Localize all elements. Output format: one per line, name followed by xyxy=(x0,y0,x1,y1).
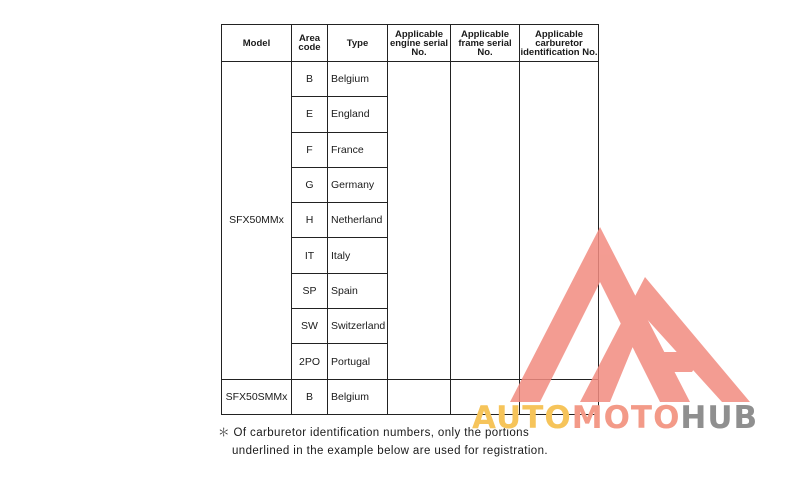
type-cell: France xyxy=(328,132,388,167)
asterisk-icon: ＊ xyxy=(218,427,230,439)
area-code-cell: H xyxy=(292,203,328,238)
header-model: Model xyxy=(222,25,292,62)
type-cell: Netherland xyxy=(328,203,388,238)
model-cell: SFX50SMMx xyxy=(222,379,292,414)
type-cell: Belgium xyxy=(328,62,388,97)
type-cell: Germany xyxy=(328,167,388,202)
type-cell: Belgium xyxy=(328,379,388,414)
type-cell: Spain xyxy=(328,273,388,308)
type-cell: Portugal xyxy=(328,344,388,379)
footnote-line-2: underlined in the example below are used for registration. xyxy=(232,445,548,457)
area-code-cell: SP xyxy=(292,273,328,308)
area-code-cell: B xyxy=(292,379,328,414)
header-carburetor-id: Applicable carburetor identification No. xyxy=(520,25,599,62)
area-code-cell: B xyxy=(292,62,328,97)
engine-serial-cell xyxy=(388,379,451,414)
watermark-auto: AUTO xyxy=(472,400,572,436)
area-code-cell: G xyxy=(292,167,328,202)
watermark-hub: HUB xyxy=(680,400,759,436)
header-engine-serial: Applicable engine serial No. xyxy=(388,25,451,62)
header-area-code: Area code xyxy=(292,25,328,62)
watermark-moto: MOTO xyxy=(571,400,681,436)
header-frame-serial: Applicable frame serial No. xyxy=(451,25,520,62)
table-row xyxy=(222,62,599,97)
watermark-text xyxy=(472,400,758,436)
area-code-cell: E xyxy=(292,97,328,132)
type-cell: England xyxy=(328,97,388,132)
area-code-cell: IT xyxy=(292,238,328,273)
footnote-line-1: Of carburetor identification numbers, only the portions xyxy=(233,427,530,439)
header-type: Type xyxy=(328,25,388,62)
type-cell: Italy xyxy=(328,238,388,273)
area-code-cell: SW xyxy=(292,309,328,344)
engine-serial-cell xyxy=(388,62,451,380)
model-cell: SFX50MMx xyxy=(222,62,292,380)
area-code-cell: 2PO xyxy=(292,344,328,379)
type-cell: Switzerland xyxy=(328,309,388,344)
area-code-cell: F xyxy=(292,132,328,167)
header-row xyxy=(222,25,599,62)
